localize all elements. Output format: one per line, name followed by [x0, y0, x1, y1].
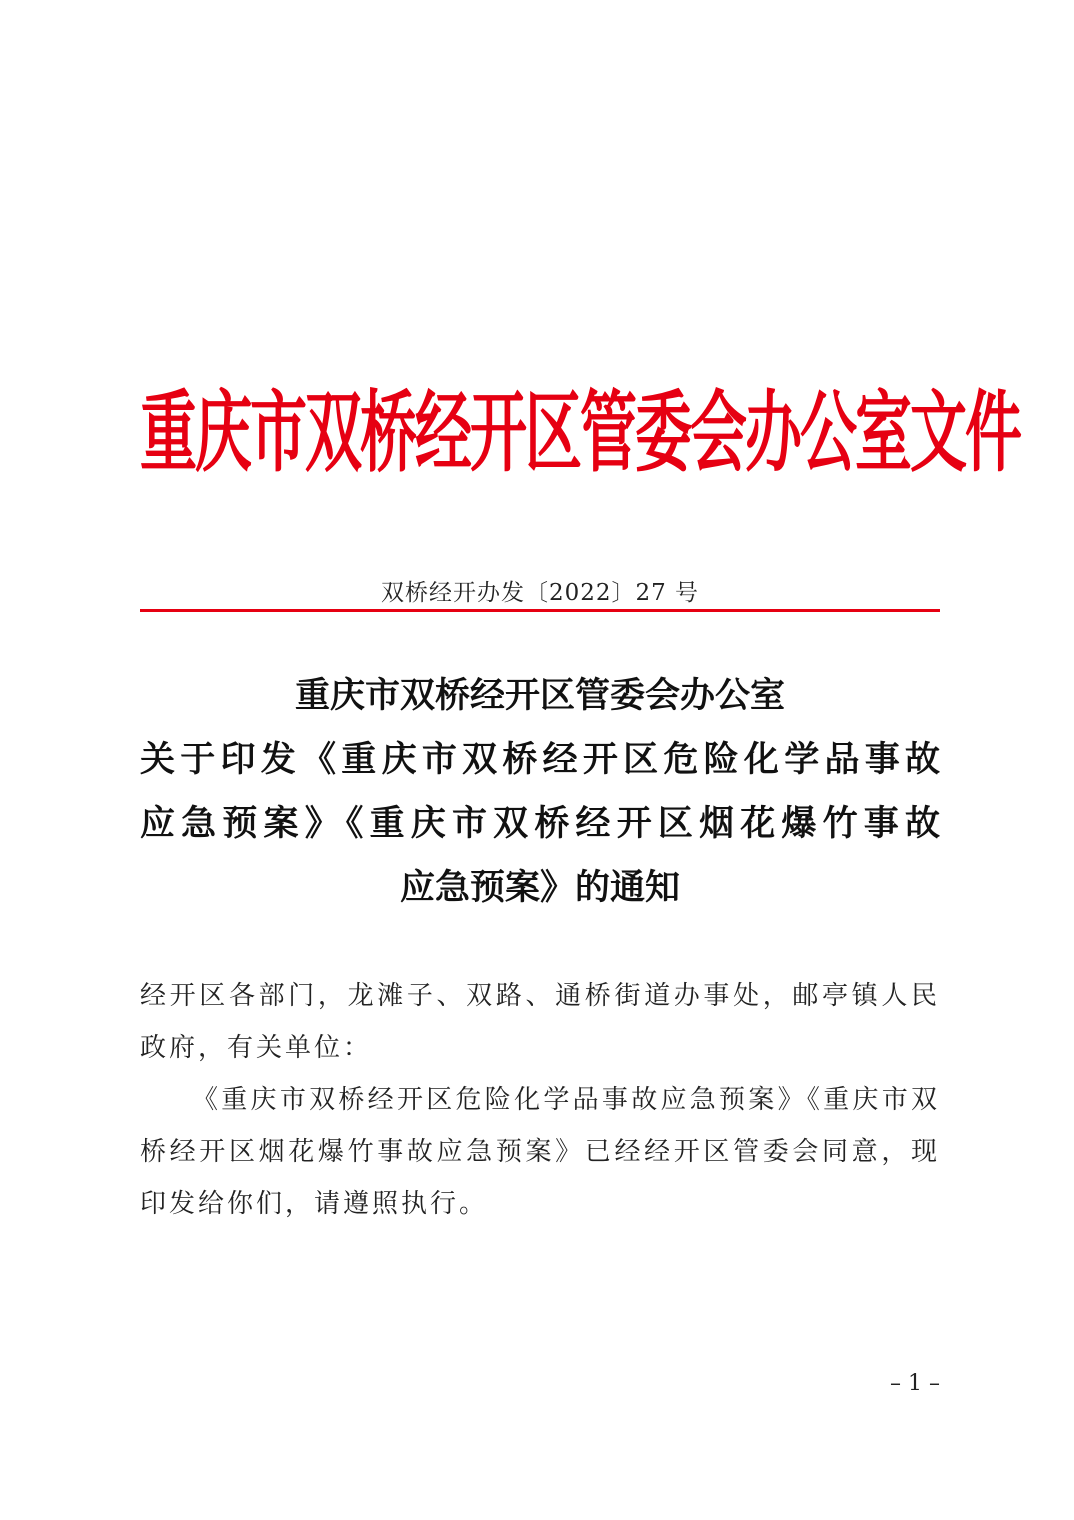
title-line-2: 关于印发《重庆市双桥经开区危险化学品事故	[140, 739, 940, 780]
title-line-3: 应急预案》《重庆市双桥经开区烟花爆竹事故	[140, 803, 940, 844]
document-number: 双桥经开办发〔2022〕27 号	[380, 580, 700, 606]
body-paragraph: 《重庆市双桥经开区危险化学品事故应急预案》《重庆市双桥经开区烟花爆竹事故应急预案》已经经开区管委会同意，现印发给你们，请遵照执行。	[140, 1085, 940, 1219]
red-separator-line	[140, 609, 940, 612]
title-line-1: 重庆市双桥经开区管委会办公室	[294, 675, 785, 716]
addressee-paragraph: 经开区各部门，龙滩子、双路、通桥街道办事处，邮亭镇人民政府，有关单位：	[140, 981, 940, 1063]
title-line-4: 应急预案》的通知	[399, 867, 680, 908]
notice-body	[140, 970, 940, 1230]
notice-title	[140, 664, 940, 920]
masthead-title: 重庆市双桥经开区管委会办公室文件	[140, 380, 1020, 485]
page-number: – 1 –	[890, 1371, 940, 1396]
